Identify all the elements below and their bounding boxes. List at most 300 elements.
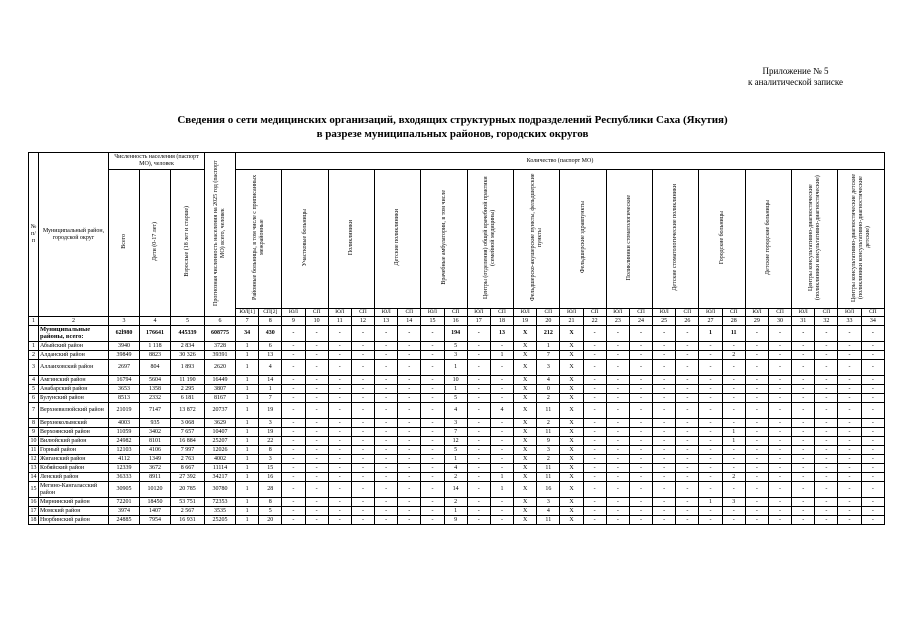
table-cell: - [282, 446, 305, 455]
table-cell: - [583, 351, 606, 360]
table-cell: X [514, 507, 537, 516]
district-name: Кобяйский район [39, 464, 109, 473]
table-cell: - [606, 342, 629, 351]
header-sub-yul: ЮЛ [282, 309, 305, 317]
table-cell: - [768, 394, 791, 403]
table-cell: - [768, 507, 791, 516]
table-cell: - [722, 394, 745, 403]
table-row [29, 464, 885, 473]
header-sub-sp: СП [305, 309, 328, 317]
header-category: Центры консультативно-диагностические (поликлиники консультативно-диагностические) [792, 170, 838, 309]
table-cell: - [699, 473, 722, 482]
table-cell: - [305, 516, 328, 525]
table-cell: - [467, 376, 490, 385]
table-cell: X [514, 419, 537, 428]
table-cell: X [560, 360, 583, 376]
district-name: Аллаиховский район [39, 360, 109, 376]
table-cell: 21019 [109, 403, 140, 419]
table-cell: 1 893 [171, 360, 205, 376]
header-category: Врачебные амбулатории, в том числе [421, 170, 467, 309]
table-cell: 8 [259, 446, 282, 455]
column-number: 1 [29, 317, 39, 326]
row-number [29, 326, 39, 342]
table-cell: - [305, 455, 328, 464]
table-cell: - [467, 326, 490, 342]
table-cell: 16 884 [171, 437, 205, 446]
table-cell: X [514, 360, 537, 376]
row-number: 4 [29, 376, 39, 385]
table-cell: - [629, 351, 652, 360]
header-category: Поликлиники [328, 170, 374, 309]
table-cell: - [653, 516, 676, 525]
table-cell: 9 [444, 516, 467, 525]
table-cell: - [398, 419, 421, 428]
table-cell: 22 [259, 437, 282, 446]
column-number: 17 [467, 317, 490, 326]
table-cell: - [629, 482, 652, 498]
table-cell: 7 [444, 428, 467, 437]
table-cell: - [653, 507, 676, 516]
table-cell: X [514, 376, 537, 385]
table-cell: 1 [444, 507, 467, 516]
table-cell: - [421, 455, 444, 464]
table-cell: - [629, 437, 652, 446]
header-sub-yul: ЮЛ [328, 309, 351, 317]
table-cell: 3653 [109, 385, 140, 394]
table-cell: - [676, 498, 699, 507]
table-cell: - [629, 360, 652, 376]
table-cell: - [467, 498, 490, 507]
row-number: 9 [29, 428, 39, 437]
table-cell: - [861, 419, 884, 428]
table-cell: - [606, 360, 629, 376]
table-cell: - [490, 464, 513, 473]
table-cell: - [490, 394, 513, 403]
header-quantity: Количество (паспорт МО) [236, 153, 885, 170]
table-cell: - [282, 455, 305, 464]
table-cell: - [861, 342, 884, 351]
header-forecast: Прогнозная численность населения на 2025 год (паспорт МО) всего, человек [205, 153, 236, 317]
column-number: 5 [171, 317, 205, 326]
table-cell: - [629, 507, 652, 516]
table-cell: 10407 [205, 428, 236, 437]
table-cell: 16 [259, 473, 282, 482]
table-cell: - [490, 498, 513, 507]
table-cell: - [745, 376, 768, 385]
table-cell: - [861, 473, 884, 482]
table-cell: 11 [537, 403, 560, 419]
district-name: Анабарский район [39, 385, 109, 394]
table-cell: - [421, 360, 444, 376]
table-cell: 2 [722, 351, 745, 360]
table-cell: 62l980 [109, 326, 140, 342]
table-cell: - [305, 507, 328, 516]
table-cell: 3 [259, 419, 282, 428]
table-cell: X [560, 342, 583, 351]
table-cell: 212 [537, 326, 560, 342]
table-cell: X [514, 482, 537, 498]
table-cell: - [467, 394, 490, 403]
table-cell: - [305, 428, 328, 437]
table-cell: 5604 [140, 376, 171, 385]
table-cell: - [861, 403, 884, 419]
table-cell: - [745, 326, 768, 342]
table-cell: 1 [722, 428, 745, 437]
table-cell: - [768, 482, 791, 498]
column-number: 2 [39, 317, 109, 326]
column-number: 7 [236, 317, 259, 326]
table-cell: - [838, 360, 861, 376]
table-cell: - [768, 376, 791, 385]
table-cell: - [606, 419, 629, 428]
table-cell: - [722, 507, 745, 516]
table-cell: - [676, 516, 699, 525]
table-cell: X [560, 351, 583, 360]
table-cell: - [653, 403, 676, 419]
table-cell: X [560, 385, 583, 394]
table-cell: - [305, 351, 328, 360]
table-cell: - [629, 403, 652, 419]
table-cell: 176641 [140, 326, 171, 342]
table-cell: - [375, 419, 398, 428]
table-cell: 2 [537, 419, 560, 428]
header-sub-sp: СП [815, 309, 838, 317]
table-cell: - [583, 482, 606, 498]
table-cell: - [328, 464, 351, 473]
table-cell: - [467, 419, 490, 428]
table-cell: - [699, 342, 722, 351]
table-cell: X [560, 376, 583, 385]
table-cell: 16794 [109, 376, 140, 385]
table-cell: 4 [490, 403, 513, 419]
table-cell: X [560, 507, 583, 516]
table-row [29, 498, 885, 507]
column-number: 29 [745, 317, 768, 326]
table-cell: - [815, 428, 838, 437]
table-cell: - [467, 428, 490, 437]
table-cell: - [861, 464, 884, 473]
table-cell: X [560, 473, 583, 482]
table-cell: - [699, 376, 722, 385]
table-cell: - [676, 360, 699, 376]
table-cell: 1 [490, 482, 513, 498]
header-sub-sp: СП [490, 309, 513, 317]
table-cell: - [792, 394, 815, 403]
header-category: Детские поликлиники [375, 170, 421, 309]
table-cell: - [282, 428, 305, 437]
table-cell: - [398, 507, 421, 516]
table-cell: - [676, 403, 699, 419]
header-sub-yul: ЮЛ [514, 309, 537, 317]
table-cell: - [676, 482, 699, 498]
table-cell: 3535 [205, 507, 236, 516]
table-cell: - [351, 326, 374, 342]
table-cell: - [745, 403, 768, 419]
table-cell: - [398, 446, 421, 455]
row-number: 17 [30, 507, 37, 514]
header-children: Дети (0-17 лет) [140, 170, 171, 317]
table-cell: - [606, 464, 629, 473]
table-cell: - [699, 394, 722, 403]
table-cell: - [351, 482, 374, 498]
table-cell: - [351, 498, 374, 507]
header-category: Детские стоматологические поликлиники [653, 170, 699, 309]
table-cell: 1 [236, 376, 259, 385]
table-cell: 11059 [109, 428, 140, 437]
table-cell: - [768, 455, 791, 464]
table-cell: - [676, 464, 699, 473]
table-cell: 3 [722, 498, 745, 507]
table-cell: - [282, 394, 305, 403]
table-cell: - [375, 403, 398, 419]
table-cell: 1 [236, 473, 259, 482]
table-cell: 36333 [109, 473, 140, 482]
table-cell: 8101 [140, 437, 171, 446]
table-cell: - [745, 455, 768, 464]
table-cell: - [490, 419, 513, 428]
table-cell: - [838, 455, 861, 464]
table-cell: - [421, 419, 444, 428]
table-cell: - [467, 360, 490, 376]
table-cell: - [351, 376, 374, 385]
table-cell: 4003 [109, 419, 140, 428]
table-cell: 4106 [140, 446, 171, 455]
district-name: Момский район [39, 507, 109, 516]
table-cell: - [398, 482, 421, 498]
table-cell: - [629, 455, 652, 464]
table-cell: - [421, 482, 444, 498]
table-cell: 1358 [140, 385, 171, 394]
table-cell: 9 [537, 437, 560, 446]
table-cell: - [583, 516, 606, 525]
table-cell: - [421, 428, 444, 437]
table-cell: - [282, 482, 305, 498]
table-cell: - [676, 446, 699, 455]
table-cell: - [421, 437, 444, 446]
table-cell: - [398, 455, 421, 464]
table-cell: - [861, 437, 884, 446]
table-cell: - [398, 473, 421, 482]
table-cell: - [328, 385, 351, 394]
table-cell: 1 [236, 385, 259, 394]
table-cell: - [815, 403, 838, 419]
table-cell: 1 [236, 360, 259, 376]
table-cell: 20737 [205, 403, 236, 419]
table-cell: - [375, 360, 398, 376]
table-cell: - [768, 446, 791, 455]
table-cell: 4 [537, 507, 560, 516]
table-cell: - [722, 376, 745, 385]
table-cell: - [328, 455, 351, 464]
table-cell: - [398, 342, 421, 351]
table-cell: - [861, 516, 884, 525]
table-cell: - [421, 446, 444, 455]
table-cell: - [722, 516, 745, 525]
table-cell: - [351, 403, 374, 419]
column-number: 11 [328, 317, 351, 326]
title-line-2: в разрезе муниципальных районов, городских округов [316, 128, 589, 140]
table-cell: - [398, 437, 421, 446]
header-category: Районные больницы, в том числе с приписанных межрайонные [236, 170, 282, 309]
table-cell: - [375, 376, 398, 385]
table-cell: 5 [444, 342, 467, 351]
table-cell: 6 [259, 342, 282, 351]
table-cell: - [815, 419, 838, 428]
table-cell: - [768, 351, 791, 360]
table-cell: - [282, 498, 305, 507]
table-cell: - [745, 394, 768, 403]
header-sub-yul: ЮЛ [792, 309, 815, 317]
table-cell: - [351, 351, 374, 360]
table-cell: 13 [259, 351, 282, 360]
header-category: Фельдшерские здравпункты [560, 170, 606, 309]
table-cell: 3 [444, 351, 467, 360]
table-cell: 11 [537, 516, 560, 525]
header-sub-yul: ЮЛ [606, 309, 629, 317]
table-cell: - [792, 419, 815, 428]
table-cell: - [629, 446, 652, 455]
table-cell: - [467, 385, 490, 394]
table-cell: 10120 [140, 482, 171, 498]
table-cell: 5 [444, 394, 467, 403]
table-cell: - [815, 326, 838, 342]
table-cell: 10 [444, 376, 467, 385]
table-cell: 1 [236, 394, 259, 403]
table-row [29, 428, 885, 437]
table-cell: - [699, 507, 722, 516]
table-cell: - [328, 507, 351, 516]
table-cell: - [815, 516, 838, 525]
table-cell: 1349 [140, 455, 171, 464]
table-cell: 34217 [205, 473, 236, 482]
table-cell: 11114 [205, 464, 236, 473]
table-cell: - [467, 464, 490, 473]
table-cell: 13 [490, 326, 513, 342]
table-cell: - [653, 342, 676, 351]
table-cell: X [560, 403, 583, 419]
table-cell: - [328, 516, 351, 525]
header-district: Муниципальный район, городской округ [39, 153, 109, 317]
row-number: 18 [30, 516, 37, 523]
column-number: 12 [351, 317, 374, 326]
table-cell: - [838, 376, 861, 385]
table-cell: - [676, 326, 699, 342]
table-cell: - [815, 385, 838, 394]
table-cell: - [676, 473, 699, 482]
district-name: Верхнеколымский [39, 419, 109, 428]
table-cell: - [305, 394, 328, 403]
table-cell: - [606, 482, 629, 498]
table-cell: - [722, 403, 745, 419]
table-cell: 1 [699, 326, 722, 342]
table-cell: - [351, 455, 374, 464]
column-number: 13 [375, 317, 398, 326]
header-total: Всего [109, 170, 140, 317]
table-cell: X [560, 482, 583, 498]
table-cell: - [467, 455, 490, 464]
table-cell: - [305, 473, 328, 482]
header-sub-sp: СП [351, 309, 374, 317]
table-cell: 13 872 [171, 403, 205, 419]
table-cell: - [653, 482, 676, 498]
table-cell: - [282, 516, 305, 525]
column-number: 23 [606, 317, 629, 326]
table-cell: - [375, 482, 398, 498]
table-cell: - [699, 360, 722, 376]
table-cell: - [305, 360, 328, 376]
table-cell: 1 [236, 342, 259, 351]
table-cell: X [560, 428, 583, 437]
table-cell: - [606, 326, 629, 342]
table-cell: - [583, 385, 606, 394]
table-cell: X [514, 455, 537, 464]
table-cell: - [351, 437, 374, 446]
table-cell: - [490, 507, 513, 516]
table-cell: - [792, 376, 815, 385]
table-cell: - [467, 342, 490, 351]
table-cell: - [838, 351, 861, 360]
column-number: 21 [560, 317, 583, 326]
column-number: 28 [722, 317, 745, 326]
table-cell: - [398, 498, 421, 507]
table-cell: - [282, 351, 305, 360]
header-adults: Взрослые (18 лет и старше) [171, 170, 205, 317]
table-cell: 4112 [109, 455, 140, 464]
table-cell: - [699, 428, 722, 437]
table-cell: X [514, 385, 537, 394]
table-cell: - [375, 498, 398, 507]
table-cell: 11 [722, 326, 745, 342]
table-cell: 12 [444, 437, 467, 446]
table-cell: X [560, 446, 583, 455]
table-cell: - [583, 376, 606, 385]
table-row [29, 507, 885, 516]
table-cell: - [699, 446, 722, 455]
table-cell: - [328, 403, 351, 419]
table-cell: - [838, 394, 861, 403]
table-cell: - [305, 437, 328, 446]
table-row [29, 351, 885, 360]
table-cell: - [375, 437, 398, 446]
column-number: 10 [305, 317, 328, 326]
table-cell: 1 [236, 446, 259, 455]
table-cell: 8513 [109, 394, 140, 403]
table-cell: - [653, 446, 676, 455]
table-cell: - [768, 403, 791, 419]
header-category: Участковые больницы [282, 170, 328, 309]
table-cell: - [745, 446, 768, 455]
table-cell: - [375, 446, 398, 455]
table-cell: - [467, 446, 490, 455]
table-cell: X [514, 428, 537, 437]
table-cell: - [653, 437, 676, 446]
table-cell: - [328, 342, 351, 351]
table-cell: - [838, 437, 861, 446]
table-cell: - [699, 351, 722, 360]
table-cell: 30905 [109, 482, 140, 498]
table-cell: - [838, 507, 861, 516]
table-cell: - [768, 419, 791, 428]
table-cell: - [653, 351, 676, 360]
table-cell: 935 [140, 419, 171, 428]
header-sub-yul: ЮЛ [745, 309, 768, 317]
table-cell: - [792, 360, 815, 376]
table-cell: - [722, 446, 745, 455]
table-cell: 1 [236, 455, 259, 464]
table-cell: - [676, 342, 699, 351]
table-cell: - [282, 403, 305, 419]
table-cell: 3 [537, 446, 560, 455]
